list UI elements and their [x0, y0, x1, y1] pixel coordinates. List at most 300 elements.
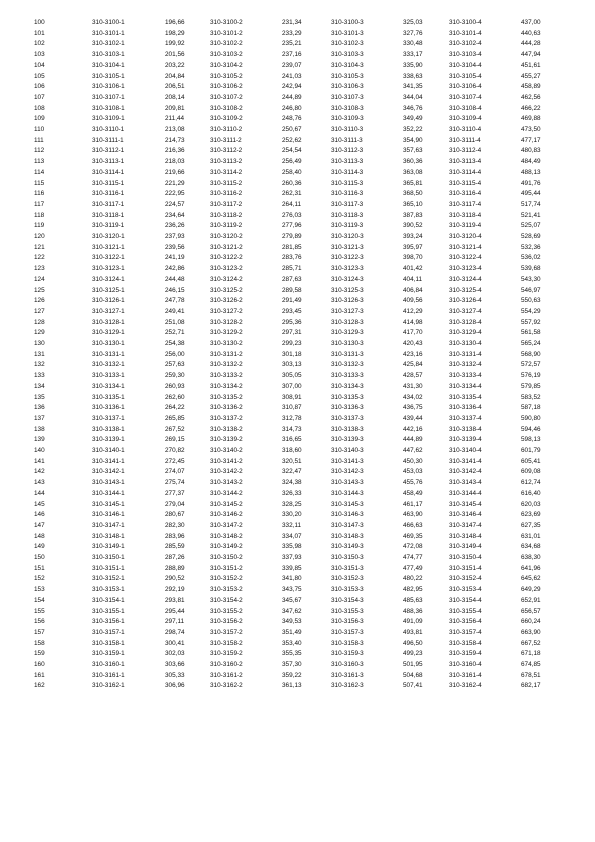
code-4: 310-3147-4 [449, 521, 482, 529]
code-2: 310-3117-2 [210, 200, 243, 208]
price-4: 557,92 [521, 318, 541, 326]
row-number: 102 [34, 40, 45, 48]
code-1: 310-3113-1 [92, 158, 125, 166]
price-4: 583,52 [521, 393, 541, 401]
price-2: 250,67 [282, 126, 302, 133]
code-3: 310-3117-3 [331, 200, 364, 208]
price-4: 652,91 [521, 596, 541, 604]
code-1: 310-3153-1 [92, 586, 125, 594]
price-3: 474,77 [403, 554, 423, 561]
table-row [0, 114, 595, 125]
code-2: 310-3127-2 [210, 307, 243, 315]
code-2: 310-3162-2 [210, 682, 243, 690]
code-4: 310-3104-4 [449, 61, 482, 69]
table-row [0, 596, 595, 607]
code-1: 310-3110-1 [92, 126, 125, 133]
code-2: 310-3133-2 [210, 372, 243, 380]
row-number: 139 [34, 436, 45, 444]
price-3: 436,75 [403, 404, 423, 412]
code-1: 310-3131-1 [92, 350, 125, 358]
code-3: 310-3114-3 [331, 168, 364, 176]
table-row [0, 500, 595, 511]
row-number: 110 [34, 126, 45, 133]
price-2: 351,49 [282, 628, 302, 636]
price-1: 280,67 [165, 511, 185, 519]
code-4: 310-3101-4 [449, 29, 482, 37]
price-1: 206,51 [165, 83, 185, 91]
price-3: 458,49 [403, 489, 423, 497]
price-2: 260,36 [282, 179, 302, 187]
price-1: 242,86 [165, 265, 185, 273]
row-number: 123 [34, 265, 45, 273]
price-3: 439,44 [403, 414, 423, 422]
code-4: 310-3115-4 [449, 179, 482, 187]
code-4: 310-3141-4 [449, 457, 482, 465]
price-1: 196,66 [165, 19, 185, 26]
code-4: 310-3154-4 [449, 596, 482, 604]
price-4: 663,90 [521, 628, 541, 636]
code-3: 310-3130-3 [331, 340, 364, 347]
code-1: 310-3152-1 [92, 575, 125, 583]
code-3: 310-3131-3 [331, 350, 364, 358]
price-3: 499,23 [403, 650, 423, 658]
code-1: 310-3104-1 [92, 61, 125, 69]
code-1: 310-3137-1 [92, 414, 125, 422]
code-3: 310-3110-3 [331, 126, 364, 133]
code-1: 310-3103-1 [92, 51, 125, 59]
table-row [0, 382, 595, 393]
code-2: 310-3107-2 [210, 93, 243, 101]
row-number: 149 [34, 543, 45, 551]
code-1: 310-3140-1 [92, 447, 125, 454]
row-number: 154 [34, 596, 45, 604]
row-number: 156 [34, 618, 45, 626]
table-row [0, 328, 595, 339]
code-1: 310-3119-1 [92, 222, 125, 230]
price-1: 282,30 [165, 521, 185, 529]
code-1: 310-3149-1 [92, 543, 125, 551]
table-row [0, 414, 595, 425]
price-1: 236,26 [165, 222, 185, 230]
code-2: 310-3134-2 [210, 382, 243, 390]
code-2: 310-3142-2 [210, 468, 243, 476]
code-2: 310-3159-2 [210, 650, 243, 658]
code-1: 310-3101-1 [92, 29, 125, 37]
code-3: 310-3118-3 [331, 211, 364, 219]
price-4: 469,88 [521, 115, 541, 123]
row-number: 137 [34, 414, 45, 422]
code-2: 310-3100-2 [210, 19, 243, 26]
price-1: 293,81 [165, 596, 185, 604]
price-2: 291,49 [282, 297, 302, 305]
price-3: 338,63 [403, 72, 423, 80]
table-row [0, 371, 595, 382]
price-3: 404,11 [403, 275, 423, 283]
price-2: 335,98 [282, 543, 302, 551]
row-number: 152 [34, 575, 45, 583]
price-1: 297,11 [165, 618, 185, 626]
row-number: 106 [34, 83, 45, 91]
price-3: 387,83 [403, 211, 423, 219]
row-number: 100 [34, 19, 45, 26]
code-4: 310-3108-4 [449, 104, 482, 112]
table-row [0, 639, 595, 650]
price-2: 357,30 [282, 661, 302, 668]
row-number: 145 [34, 500, 45, 508]
code-4: 310-3124-4 [449, 275, 482, 283]
price-3: 485,63 [403, 596, 423, 604]
price-4: 477,17 [521, 136, 541, 144]
code-3: 310-3115-3 [331, 179, 364, 187]
price-4: 601,79 [521, 447, 541, 454]
price-4: 447,94 [521, 51, 541, 59]
table-row [0, 617, 595, 628]
price-3: 477,49 [403, 564, 423, 572]
price-2: 285,71 [282, 265, 302, 273]
table-row [0, 467, 595, 478]
code-4: 310-3103-4 [449, 51, 482, 59]
code-3: 310-3137-3 [331, 414, 364, 422]
table-row [0, 585, 595, 596]
code-3: 310-3157-3 [331, 628, 364, 636]
row-number: 155 [34, 607, 45, 615]
price-4: 521,41 [521, 211, 541, 219]
code-4: 310-3161-4 [449, 671, 482, 679]
row-number: 161 [34, 671, 45, 679]
code-2: 310-3136-2 [210, 404, 243, 412]
price-4: 554,29 [521, 307, 541, 315]
code-4: 310-3122-4 [449, 254, 482, 262]
price-3: 444,89 [403, 436, 423, 444]
price-1: 237,93 [165, 233, 185, 240]
code-4: 310-3130-4 [449, 340, 482, 347]
table-row [0, 660, 595, 671]
code-2: 310-3123-2 [210, 265, 243, 273]
code-1: 310-3150-1 [92, 554, 125, 561]
row-number: 162 [34, 682, 45, 690]
price-2: 235,21 [282, 40, 302, 48]
code-4: 310-3143-4 [449, 479, 482, 487]
code-4: 310-3109-4 [449, 115, 482, 123]
row-number: 133 [34, 372, 45, 380]
table-row [0, 72, 595, 83]
price-1: 306,96 [165, 682, 185, 690]
code-4: 310-3137-4 [449, 414, 482, 422]
row-number: 103 [34, 51, 45, 59]
price-4: 572,57 [521, 361, 541, 369]
price-4: 674,85 [521, 661, 541, 668]
code-2: 310-3129-2 [210, 329, 243, 337]
price-3: 352,22 [403, 126, 423, 133]
code-3: 310-3141-3 [331, 457, 364, 465]
price-3: 395,97 [403, 243, 423, 251]
table-row [0, 189, 595, 200]
price-1: 221,29 [165, 179, 185, 187]
price-1: 279,04 [165, 500, 185, 508]
price-3: 434,02 [403, 393, 423, 401]
price-4: 671,18 [521, 650, 541, 658]
price-4: 609,08 [521, 468, 541, 476]
code-1: 310-3109-1 [92, 115, 125, 123]
price-3: 501,95 [403, 661, 423, 668]
price-4: 565,24 [521, 340, 541, 347]
price-4: 667,52 [521, 639, 541, 647]
price-1: 247,78 [165, 297, 185, 305]
code-1: 310-3125-1 [92, 286, 125, 294]
price-1: 219,66 [165, 168, 185, 176]
price-3: 491,09 [403, 618, 423, 626]
code-1: 310-3158-1 [92, 639, 125, 647]
code-3: 310-3158-3 [331, 639, 364, 647]
code-1: 310-3114-1 [92, 168, 125, 176]
code-4: 310-3116-4 [449, 190, 482, 198]
code-3: 310-3162-3 [331, 682, 364, 690]
code-3: 310-3121-3 [331, 243, 364, 251]
table-row [0, 681, 595, 692]
price-1: 265,85 [165, 414, 185, 422]
code-1: 310-3107-1 [92, 93, 125, 101]
code-1: 310-3117-1 [92, 200, 125, 208]
table-row [0, 104, 595, 115]
price-2: 334,07 [282, 532, 302, 540]
code-3: 310-3159-3 [331, 650, 364, 658]
price-2: 324,38 [282, 479, 302, 487]
code-1: 310-3141-1 [92, 457, 125, 465]
code-1: 310-3139-1 [92, 436, 125, 444]
price-3: 365,10 [403, 200, 423, 208]
code-4: 310-3113-4 [449, 158, 482, 166]
code-4: 310-3150-4 [449, 554, 482, 561]
code-4: 310-3145-4 [449, 500, 482, 508]
price-3: 463,90 [403, 511, 423, 519]
table-row [0, 542, 595, 553]
code-1: 310-3161-1 [92, 671, 125, 679]
price-2: 242,94 [282, 83, 302, 91]
row-number: 112 [34, 147, 45, 155]
price-3: 412,29 [403, 307, 423, 315]
price-3: 420,43 [403, 340, 423, 347]
code-2: 310-3128-2 [210, 318, 243, 326]
price-3: 417,70 [403, 329, 423, 337]
code-1: 310-3123-1 [92, 265, 125, 273]
code-1: 310-3127-1 [92, 307, 125, 315]
code-1: 310-3133-1 [92, 372, 125, 380]
table-row [0, 478, 595, 489]
code-4: 310-3148-4 [449, 532, 482, 540]
code-3: 310-3100-3 [331, 19, 364, 26]
price-2: 301,18 [282, 350, 302, 358]
price-2: 320,51 [282, 457, 302, 465]
price-4: 525,07 [521, 222, 541, 230]
price-3: 360,36 [403, 158, 423, 166]
row-number: 115 [34, 179, 45, 187]
price-3: 469,35 [403, 532, 423, 540]
code-2: 310-3106-2 [210, 83, 243, 91]
row-number: 109 [34, 115, 45, 123]
code-3: 310-3152-3 [331, 575, 364, 583]
code-2: 310-3104-2 [210, 61, 243, 69]
price-4: 579,85 [521, 382, 541, 390]
code-3: 310-3103-3 [331, 51, 364, 59]
price-2: 312,78 [282, 414, 302, 422]
code-3: 310-3108-3 [331, 104, 364, 112]
price-2: 303,13 [282, 361, 302, 369]
price-2: 258,40 [282, 168, 302, 176]
price-4: 528,69 [521, 233, 541, 240]
code-2: 310-3111-2 [210, 136, 242, 144]
price-1: 252,71 [165, 329, 185, 337]
row-number: 127 [34, 307, 45, 315]
price-1: 208,14 [165, 93, 185, 101]
price-1: 285,59 [165, 543, 185, 551]
row-number: 122 [34, 254, 45, 262]
price-3: 344,04 [403, 93, 423, 101]
price-2: 295,36 [282, 318, 302, 326]
code-4: 310-3100-4 [449, 19, 482, 26]
row-number: 113 [34, 158, 45, 166]
row-number: 116 [34, 190, 45, 198]
price-1: 274,07 [165, 468, 185, 476]
code-1: 310-3155-1 [92, 607, 125, 615]
price-1: 222,95 [165, 190, 185, 198]
table-row [0, 532, 595, 543]
code-4: 310-3133-4 [449, 372, 482, 380]
code-3: 310-3153-3 [331, 586, 364, 594]
price-3: 335,90 [403, 61, 423, 69]
code-4: 310-3102-4 [449, 40, 482, 48]
price-3: 390,52 [403, 222, 423, 230]
code-2: 310-3140-2 [210, 447, 243, 454]
price-2: 355,35 [282, 650, 302, 658]
row-number: 114 [34, 168, 45, 176]
row-number: 104 [34, 61, 45, 69]
table-row [0, 649, 595, 660]
row-number: 143 [34, 479, 45, 487]
code-1: 310-3115-1 [92, 179, 125, 187]
price-1: 264,22 [165, 404, 185, 412]
price-2: 337,93 [282, 554, 302, 561]
code-3: 310-3139-3 [331, 436, 364, 444]
row-number: 160 [34, 661, 45, 668]
row-number: 118 [34, 211, 45, 219]
price-4: 612,74 [521, 479, 541, 487]
table-row [0, 243, 595, 254]
row-number: 148 [34, 532, 45, 540]
price-1: 241,19 [165, 254, 185, 262]
price-4: 546,97 [521, 286, 541, 294]
price-1: 234,64 [165, 211, 185, 219]
code-3: 310-3116-3 [331, 190, 364, 198]
table-row [0, 82, 595, 93]
code-2: 310-3125-2 [210, 286, 243, 294]
price-3: 453,03 [403, 468, 423, 476]
price-2: 341,80 [282, 575, 302, 583]
row-number: 153 [34, 586, 45, 594]
price-3: 423,16 [403, 350, 423, 358]
price-3: 450,30 [403, 457, 423, 465]
code-1: 310-3126-1 [92, 297, 125, 305]
code-2: 310-3144-2 [210, 489, 243, 497]
code-2: 310-3141-2 [210, 457, 243, 465]
price-4: 480,83 [521, 147, 541, 155]
code-2: 310-3109-2 [210, 115, 243, 123]
price-2: 310,87 [282, 404, 302, 412]
code-2: 310-3135-2 [210, 393, 243, 401]
code-1: 310-3136-1 [92, 404, 125, 412]
price-1: 298,74 [165, 628, 185, 636]
code-1: 310-3134-1 [92, 382, 125, 390]
price-4: 550,63 [521, 297, 541, 305]
code-2: 310-3118-2 [210, 211, 243, 219]
price-2: 308,91 [282, 393, 302, 401]
code-4: 310-3142-4 [449, 468, 482, 476]
code-1: 310-3120-1 [92, 233, 125, 240]
price-4: 462,56 [521, 93, 541, 101]
price-4: 682,17 [521, 682, 541, 690]
code-3: 310-3145-3 [331, 500, 364, 508]
price-3: 461,17 [403, 500, 423, 508]
price-3: 442,16 [403, 425, 423, 433]
table-row [0, 318, 595, 329]
code-2: 310-3138-2 [210, 425, 243, 433]
table-row [0, 146, 595, 157]
row-number: 142 [34, 468, 45, 476]
price-2: 332,11 [282, 521, 302, 529]
price-3: 466,63 [403, 521, 423, 529]
code-2: 310-3105-2 [210, 72, 243, 80]
code-4: 310-3106-4 [449, 83, 482, 91]
code-2: 310-3147-2 [210, 521, 243, 529]
code-1: 310-3159-1 [92, 650, 125, 658]
table-row [0, 489, 595, 500]
code-3: 310-3111-3 [331, 136, 363, 144]
table-row [0, 61, 595, 72]
code-2: 310-3126-2 [210, 297, 243, 305]
price-2: 326,33 [282, 489, 302, 497]
price-3: 368,50 [403, 190, 423, 198]
row-number: 124 [34, 275, 45, 283]
code-2: 310-3145-2 [210, 500, 243, 508]
code-3: 310-3144-3 [331, 489, 364, 497]
price-1: 295,44 [165, 607, 185, 615]
table-row [0, 50, 595, 61]
price-4: 484,49 [521, 158, 541, 166]
code-1: 310-3146-1 [92, 511, 125, 519]
price-1: 260,93 [165, 382, 185, 390]
code-4: 310-3125-4 [449, 286, 482, 294]
code-4: 310-3156-4 [449, 618, 482, 626]
code-2: 310-3161-2 [210, 671, 243, 679]
price-2: 314,73 [282, 425, 302, 433]
price-2: 349,53 [282, 618, 302, 626]
row-number: 144 [34, 489, 45, 497]
price-3: 406,84 [403, 286, 423, 294]
code-1: 310-3154-1 [92, 596, 125, 604]
code-4: 310-3118-4 [449, 211, 482, 219]
code-3: 310-3155-3 [331, 607, 364, 615]
price-2: 283,76 [282, 254, 302, 262]
code-3: 310-3146-3 [331, 511, 364, 519]
row-number: 151 [34, 564, 45, 572]
code-1: 310-3111-1 [92, 136, 124, 144]
price-3: 455,76 [403, 479, 423, 487]
price-2: 353,40 [282, 639, 302, 647]
code-2: 310-3121-2 [210, 243, 243, 251]
price-3: 431,30 [403, 382, 423, 390]
price-2: 330,20 [282, 511, 302, 519]
row-number: 131 [34, 350, 45, 358]
code-2: 310-3156-2 [210, 618, 243, 626]
